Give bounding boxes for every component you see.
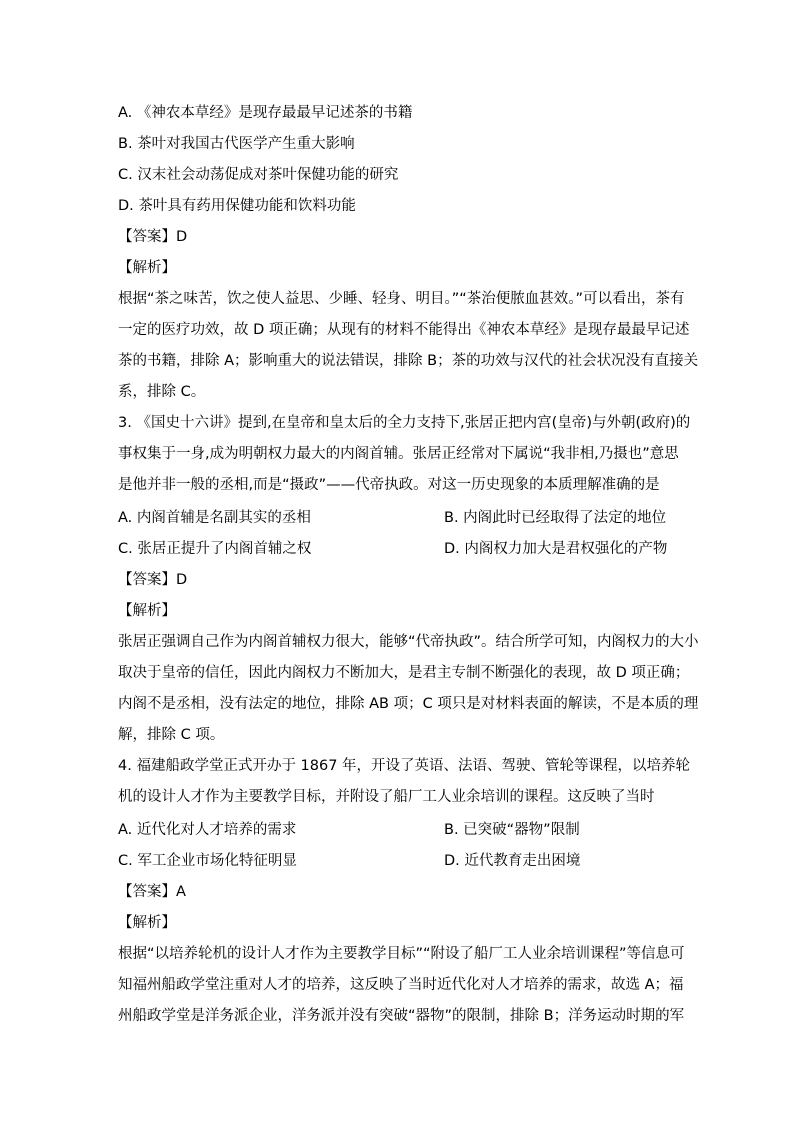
q4-analysis-line: 州船政学堂是洋务派企业，洋务派并没有突破“器物”的限制，排除 B；洋务运动时期的军 bbox=[118, 1008, 685, 1024]
q4-answer: 【答案】A bbox=[118, 884, 186, 900]
q2-option-d: D. 茶叶具有药用保健功能和饮料功能 bbox=[118, 198, 356, 214]
q3-option-c: C. 张居正提升了内阁首辅之权 bbox=[118, 541, 312, 557]
q4-stem-line: 机的设计人才作为主要教学目标，并附设了船厂工人业余培训的课程。这反映了当时 bbox=[118, 789, 655, 805]
q2-answer: 【答案】D bbox=[118, 229, 188, 245]
q3-answer: 【答案】D bbox=[118, 572, 188, 588]
q3-option-b: B. 内阁此时已经取得了法定的地位 bbox=[444, 510, 667, 526]
q3-analysis-line: 张居正强调自己作为内阁首辅权力很大，能够“代帝执政”。结合所学可知，内阁权力的大小 bbox=[118, 634, 699, 650]
q4-analysis-title: 【解析】 bbox=[118, 915, 176, 931]
q3-analysis-title: 【解析】 bbox=[118, 603, 176, 619]
q3-option-d: D. 内阁权力加大是君权强化的产物 bbox=[444, 541, 668, 557]
q2-option-b: B. 茶叶对我国古代医学产生重大影响 bbox=[118, 136, 355, 152]
q3-option-a: A. 内阁首辅是名副其实的丞相 bbox=[118, 510, 311, 526]
q4-analysis-line: 根据“以培养轮机的设计人才作为主要教学目标”“附设了船厂工人业余培训课程”等信息可 bbox=[118, 946, 685, 962]
q2-option-a: A. 《神农本草经》是现存最最早记述茶的书籍 bbox=[118, 105, 413, 121]
q2-analysis-line: 根据“茶之味苦，饮之使人益思、少睡、轻身、明目。”“茶治便脓血甚效。”可以看出，茶有 bbox=[118, 291, 685, 307]
q4-option-b: B. 已突破“器物”限制 bbox=[444, 822, 580, 838]
q3-analysis-line: 解，排除 C 项。 bbox=[118, 727, 225, 743]
q2-analysis-line: 茶的书籍，排除 A；影响重大的说法错误，排除 B；茶的功效与汉代的社会状况没有直接关 bbox=[118, 353, 699, 369]
q4-stem-line: 4. 福建船政学堂正式开办于 1867 年，开设了英语、法语、驾驶、管轮等课程，以培养轮 bbox=[118, 758, 691, 774]
q3-stem-line: 是他并非一般的丞相,而是“摄政”——代帝执政。对这一历史现象的本质理解准确的是 bbox=[118, 477, 660, 493]
q2-analysis-line: 一定的医疗功效，故 D 项正确；从现有的材料不能得出《神农本草经》是现存最最早记述 bbox=[118, 322, 690, 338]
q2-option-c: C. 汉末社会动荡促成对茶叶保健功能的研究 bbox=[118, 167, 399, 183]
q3-analysis-line: 取决于皇帝的信任，因此内阁权力不断加大，是君主专制不断强化的表现，故 D 项正确； bbox=[118, 665, 690, 681]
q2-analysis-title: 【解析】 bbox=[118, 260, 176, 276]
q3-stem-line: 事权集于一身,成为明朝权力最大的内阁首辅。张居正经常对下属说“我非相,乃摄也”意思 bbox=[118, 446, 679, 462]
q3-analysis-line: 内阁不是丞相，没有法定的地位，排除 AB 项；C 项只是对材料表面的解读，不是本质的理 bbox=[118, 696, 699, 712]
q4-option-c: C. 军工企业市场化特征明显 bbox=[118, 853, 297, 869]
q3-stem-line: 3. 《国史十六讲》提到,在皇帝和皇太后的全力支持下,张居正把内宫(皇帝)与外朝(政府)的 bbox=[118, 415, 691, 431]
q4-option-d: D. 近代教育走出困境 bbox=[444, 853, 581, 869]
q2-analysis-line: 系，排除 C。 bbox=[118, 384, 206, 400]
q4-analysis-line: 知福州船政学堂注重对人才的培养，这反映了当时近代化对人才培养的需求，故选 A；福 bbox=[118, 977, 684, 993]
q4-option-a: A. 近代化对人才培养的需求 bbox=[118, 822, 297, 838]
